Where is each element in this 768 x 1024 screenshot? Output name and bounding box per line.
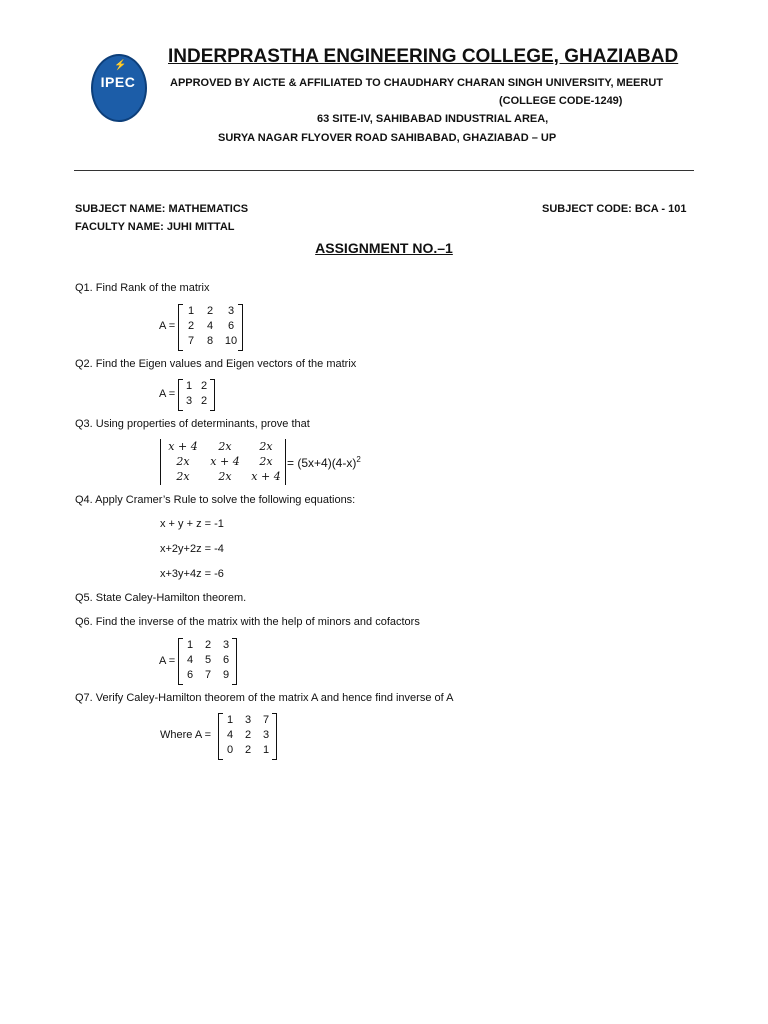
matrix-cell: 2x bbox=[176, 470, 190, 483]
q2-matrix bbox=[178, 379, 218, 409]
q1-matrix-label: A = bbox=[159, 320, 176, 332]
question-3: Q3. Using properties of determinants, prove that bbox=[75, 418, 310, 430]
q3-determinant bbox=[160, 439, 288, 485]
matrix-cell: 0 bbox=[226, 744, 234, 756]
matrix-cell: 10 bbox=[224, 335, 238, 347]
matrix-cell: 5 bbox=[204, 654, 212, 666]
q7-matrix-label: Where A = bbox=[160, 729, 212, 741]
subject-code: SUBJECT CODE: BCA - 101 bbox=[542, 203, 687, 215]
q2-matrix-label: A = bbox=[159, 388, 176, 400]
matrix-cell: 3 bbox=[262, 729, 270, 741]
question-6: Q6. Find the inverse of the matrix with the help of minors and cofactors bbox=[75, 616, 420, 628]
faculty-name: FACULTY NAME: JUHI MITTAL bbox=[75, 221, 235, 233]
matrix-cell: 2 bbox=[244, 729, 252, 741]
matrix-cell: 7 bbox=[187, 335, 195, 347]
matrix-cell: 2 bbox=[200, 395, 208, 407]
matrix-cell: 2 bbox=[204, 639, 212, 651]
matrix-cell: 2 bbox=[200, 380, 208, 392]
college-name: INDERPRASTHA ENGINEERING COLLEGE, GHAZIABAD bbox=[168, 46, 679, 67]
matrix-cell: 4 bbox=[186, 654, 194, 666]
matrix-cell: 3 bbox=[185, 395, 193, 407]
matrix-cell: 3 bbox=[222, 639, 230, 651]
matrix-cell: 2x bbox=[218, 440, 232, 453]
matrix-cell: x + 4 bbox=[210, 455, 240, 468]
subject-name: SUBJECT NAME: MATHEMATICS bbox=[75, 203, 249, 215]
equation-3: x+3y+4z = -6 bbox=[160, 568, 224, 580]
question-1: Q1. Find Rank of the matrix bbox=[75, 282, 210, 294]
q6-matrix bbox=[178, 638, 238, 683]
matrix-cell: 7 bbox=[262, 714, 270, 726]
logo-text: IPEC bbox=[100, 74, 136, 90]
equation-1: x + y + z = -1 bbox=[160, 518, 224, 530]
matrix-cell: 2 bbox=[187, 320, 195, 332]
matrix-cell: 1 bbox=[226, 714, 234, 726]
matrix-cell: 7 bbox=[204, 669, 212, 681]
question-5: Q5. State Caley-Hamilton theorem. bbox=[75, 592, 247, 604]
question-7: Q7. Verify Caley-Hamilton theorem of the matrix A and hence find inverse of A bbox=[75, 692, 454, 704]
matrix-cell: 2x bbox=[176, 455, 190, 468]
matrix-cell: 2x bbox=[259, 440, 273, 453]
matrix-cell: x + 4 bbox=[251, 470, 281, 483]
matrix-cell: 6 bbox=[186, 669, 194, 681]
matrix-cell: 2x bbox=[259, 455, 273, 468]
matrix-cell: 1 bbox=[262, 744, 270, 756]
matrix-cell: 3 bbox=[244, 714, 252, 726]
matrix-cell: x + 4 bbox=[168, 440, 198, 453]
matrix-cell: 2 bbox=[206, 305, 214, 317]
matrix-cell: 3 bbox=[227, 305, 235, 317]
matrix-cell: 9 bbox=[222, 669, 230, 681]
header-divider bbox=[74, 170, 694, 171]
matrix-cell: 1 bbox=[185, 380, 193, 392]
college-logo bbox=[78, 48, 158, 126]
matrix-cell: 6 bbox=[222, 654, 230, 666]
assignment-title: ASSIGNMENT NO.–1 bbox=[315, 240, 453, 256]
matrix-cell: 1 bbox=[187, 305, 195, 317]
approval-line: APPROVED BY AICTE & AFFILIATED TO CHAUDHARY CHARAN SINGH UNIVERSITY, MEERUT bbox=[170, 77, 663, 89]
matrix-cell: 1 bbox=[186, 639, 194, 651]
matrix-cell: 4 bbox=[226, 729, 234, 741]
college-code: (COLLEGE CODE-1249) bbox=[499, 95, 623, 107]
matrix-cell: 8 bbox=[206, 335, 214, 347]
address-line-1: 63 SITE-IV, SAHIBABAD INDUSTRIAL AREA, bbox=[317, 113, 549, 125]
q1-matrix bbox=[178, 304, 244, 349]
matrix-cell: 2x bbox=[218, 470, 232, 483]
matrix-cell: 2 bbox=[244, 744, 252, 756]
equation-2: x+2y+2z = -4 bbox=[160, 543, 224, 555]
q6-matrix-label: A = bbox=[159, 655, 176, 667]
address-line-2: SURYA NAGAR FLYOVER ROAD SAHIBABAD, GHAZIABAD – UP bbox=[218, 132, 557, 144]
q7-matrix bbox=[218, 713, 278, 758]
matrix-cell: 4 bbox=[206, 320, 214, 332]
lightning-icon: ⚡ bbox=[114, 60, 127, 71]
q3-rhs: = $(5x+4)(4-x)^2$ bbox=[287, 455, 361, 470]
matrix-cell: 6 bbox=[227, 320, 235, 332]
question-4: Q4. Apply Cramer’s Rule to solve the following equations: bbox=[75, 494, 356, 506]
question-2: Q2. Find the Eigen values and Eigen vectors of the matrix bbox=[75, 358, 357, 370]
